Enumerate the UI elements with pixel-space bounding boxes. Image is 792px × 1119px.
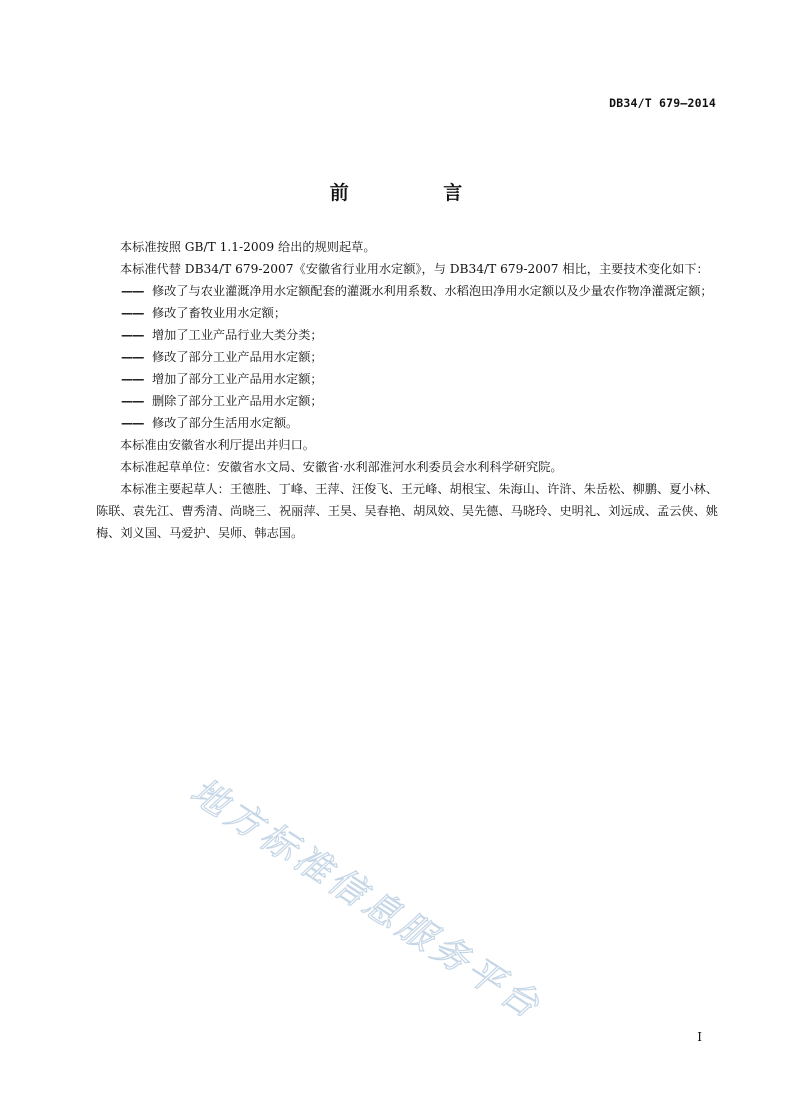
page-title: 前 言 xyxy=(329,182,507,204)
dash-mark: —— xyxy=(121,372,144,386)
dash-mark: —— xyxy=(121,306,144,320)
list-item xyxy=(96,390,718,412)
list-item-text: 修改了部分生活用水定额。 xyxy=(152,416,299,430)
body-text xyxy=(96,236,718,544)
list-item-text: 增加了工业产品行业大类分类； xyxy=(152,328,323,342)
dash-mark: —— xyxy=(121,328,144,342)
dash-mark: —— xyxy=(121,416,144,430)
paragraph-drafting-units: 本标准起草单位：安徽省水文局、安徽省·水利部淮河水利委员会水利科学研究院。 xyxy=(120,460,563,474)
list-item-text: 修改了部分工业产品用水定额； xyxy=(152,350,323,364)
paragraph-replacement: 本标准代替 DB34/T 679-2007《安徽省行业用水定额》，与 DB34/T 679-2007 相比，主要技术变化如下： xyxy=(120,262,709,276)
list-item-text: 删除了部分工业产品用水定额； xyxy=(152,394,323,408)
list-item-text: 增加了部分工业产品用水定额； xyxy=(152,372,323,386)
list-item xyxy=(96,280,718,302)
list-item xyxy=(96,412,718,434)
paragraph-drafters: 本标准主要起草人：王德胜、丁峰、王萍、汪俊飞、王元峰、胡根宝、朱海山、许浒、朱岳松、柳鹏、夏小林、陈联、袁先江、曹秀清、尚晓三、祝丽萍、王昊、吴春艳、胡凤姣、吴先德、马晓玲、史明礼、刘远成、孟云侠、姚梅、刘义国、马爱护、吴师、韩志国。 xyxy=(96,482,718,540)
page-number: I xyxy=(697,1030,702,1044)
document-code: DB34/T 679—2014 xyxy=(609,96,716,110)
list-item xyxy=(96,368,718,390)
list-item xyxy=(96,346,718,368)
dash-mark: —— xyxy=(121,350,144,364)
paragraph-proposer: 本标准由安徽省水利厅提出并归口。 xyxy=(120,438,315,452)
paragraph-drafting-rules: 本标准按照 GB/T 1.1-2009 给出的规则起草。 xyxy=(120,240,376,254)
dash-mark: —— xyxy=(121,394,144,408)
list-item xyxy=(96,324,718,346)
list-item-text: 修改了与农业灌溉净用水定额配套的灌溉水利用系数、水稻泡田净用水定额以及少量农作物净灌溉定额； xyxy=(152,284,713,298)
watermark: 地方标准信息服务平台 xyxy=(183,770,550,1029)
dash-mark: —— xyxy=(121,284,144,298)
list-item xyxy=(96,302,718,324)
change-list xyxy=(96,280,718,434)
list-item-text: 修改了畜牧业用水定额； xyxy=(152,306,287,320)
